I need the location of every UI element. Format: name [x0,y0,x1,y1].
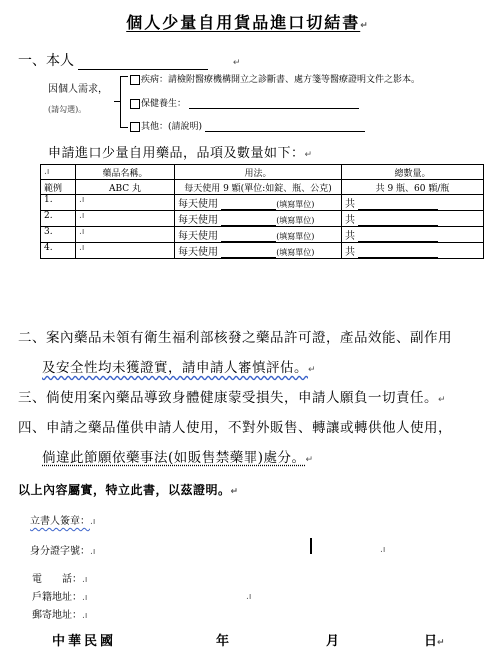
option-other-text: 其他：(請說明) [141,122,203,132]
section-2-line-1: 二、案內藥品未領有衛生福利部核發之藥品許可證，產品效能、副作用 [18,330,452,346]
date-day-text: 日 [424,634,438,649]
example-label: 範例 [41,180,76,195]
option-health[interactable] [130,96,359,109]
header-empty-cell: .ı [41,165,76,180]
declaration [18,481,239,498]
qty-blank-line [358,224,438,226]
option-brace [120,76,121,128]
table-row [41,195,484,211]
row-usage-prefix: 每天使用 [178,215,218,226]
paragraph-mark-icon: .ı [380,545,386,555]
header-usage: 用法。 [175,165,342,180]
section-1-label [18,50,240,70]
other-checkbox[interactable] [130,122,140,132]
header-name: 藥品名稱。 [76,165,175,180]
paragraph-mark-icon: ↵ [438,395,447,405]
qty-blank-line [358,240,438,242]
row-unit-note: (填寫單位) [276,232,315,241]
row-qty-cell[interactable] [342,227,484,243]
section-3 [18,388,446,410]
section-3-text: 三、倘使用案內藥品導致身體健康蒙受損失，申請人願負一切責任。 [18,390,438,406]
health-checkbox[interactable] [130,99,140,109]
section-1-label-text: 一、本人 [18,53,74,69]
row-qty-cell[interactable] [342,195,484,211]
medicine-table [40,164,484,259]
row-qty-cell[interactable] [342,243,484,259]
option-brace-bottom [120,127,128,128]
table-row [41,227,484,243]
name-blank-line[interactable] [78,68,208,70]
declaration-text: 以上內容屬實，特立此書，以茲證明。 [18,483,231,497]
row-unit-note: (填寫單位) [276,216,315,225]
date-year: 年 [216,634,230,649]
id-field[interactable]: 身分證字號：.ı [30,546,96,557]
paragraph-mark-icon: ↵ [230,487,239,497]
option-brace-mid [114,101,120,102]
disease-checkbox[interactable] [130,75,140,85]
reason-note: (請勾選)。 [48,105,87,114]
row-qty-prefix: 共 [345,231,355,242]
paragraph-mark-icon: ↵ [305,455,314,465]
row-name-cell[interactable]: .ı [76,227,175,243]
example-usage: 每天使用 9 顆(單位:如錠、瓶、公克) [175,180,342,195]
usage-blank-line [221,256,276,258]
row-usage-prefix: 每天使用 [178,231,218,242]
date-era: 中華民國 [52,634,117,649]
table-header-row [41,165,484,180]
signer-field[interactable]: 立書人簽章：.ı [30,516,96,527]
health-blank-line[interactable] [189,107,359,109]
paragraph-mark-icon: ↵ [437,638,445,648]
section-4-line-2-text: 倘違此節願依藥事法(如販售禁藥罪)處分。 [42,450,306,466]
section-4-line-2 [42,448,314,470]
row-unit-note: (填寫單位) [276,200,315,209]
document-title-text: 個人少量自用貨品進口切結書 [126,13,361,32]
qty-blank-line [358,256,438,258]
row-usage-cell[interactable] [175,195,342,211]
row-qty-cell[interactable] [342,211,484,227]
header-qty: 總數量。 [342,165,484,180]
usage-blank-line [221,240,276,242]
table-row [41,211,484,227]
row-usage-cell[interactable] [175,243,342,259]
row-number: 4. [41,243,76,259]
mailing-label: 郵寄地址： [32,610,82,621]
usage-blank-line [221,224,276,226]
example-qty: 共 9 瓶、60 顆/瓶 [342,180,484,195]
option-other[interactable] [130,119,365,132]
document-title [0,10,496,33]
paragraph-mark-icon: ↵ [304,150,313,160]
option-disease[interactable] [130,72,420,85]
option-brace-top [120,76,128,77]
row-usage-cell[interactable] [175,211,342,227]
row-name-cell[interactable]: .ı [76,211,175,227]
row-number: 2. [41,211,76,227]
phone-field[interactable]: 電 話：.ı [32,574,88,585]
mailing-field[interactable]: 郵寄地址：.ı [32,610,88,621]
option-health-text: 保健養生： [141,99,187,109]
section-2-line-2 [42,358,316,380]
text-cursor [310,538,312,554]
paragraph-mark-icon: .ı [246,592,252,602]
row-name-cell[interactable]: .ı [76,195,175,211]
row-qty-prefix: 共 [345,199,355,210]
option-disease-text: 疾病：請檢附醫療機構開立之診斷書、處方箋等醫療證明文件之影本。 [141,75,421,85]
signer-label: 立書人簽章： [30,516,90,527]
household-field[interactable]: 戶籍地址：.ı [32,592,88,603]
row-number: 1. [41,195,76,211]
apply-text [48,142,313,161]
example-name: ABC 丸 [76,180,175,195]
reason-label: 因個人需求， [48,84,108,95]
row-usage-prefix: 每天使用 [178,247,218,258]
apply-text-content: 申請進口少量自用藥品，品項及數量如下： [48,146,305,161]
row-name-cell[interactable]: .ı [76,243,175,259]
row-number: 3. [41,227,76,243]
other-blank-line[interactable] [205,130,365,132]
row-qty-prefix: 共 [345,247,355,258]
paragraph-mark-icon: ↵ [232,58,241,68]
row-usage-cell[interactable] [175,227,342,243]
phone-label: 電 話： [32,574,82,585]
paragraph-mark-icon: ↵ [308,365,317,375]
usage-blank-line [221,208,276,210]
section-4-line-1: 四、申請之藥品僅供申請人使用，不對外販售、轉讓或轉供他人使用， [18,420,452,436]
qty-blank-line [358,208,438,210]
table-row [41,243,484,259]
section-2-line-2-text: 及安全性均未獲證實，請申請人審慎評估。 [42,360,308,376]
row-unit-note: (填寫單位) [276,248,315,257]
household-label: 戶籍地址： [32,592,82,603]
paragraph-mark-icon: ↵ [360,21,370,31]
id-label: 身分證字號： [30,546,90,557]
row-qty-prefix: 共 [345,215,355,226]
date-day [424,630,445,649]
row-usage-prefix: 每天使用 [178,199,218,210]
date-month: 月 [326,634,340,649]
table-example-row [41,180,484,195]
